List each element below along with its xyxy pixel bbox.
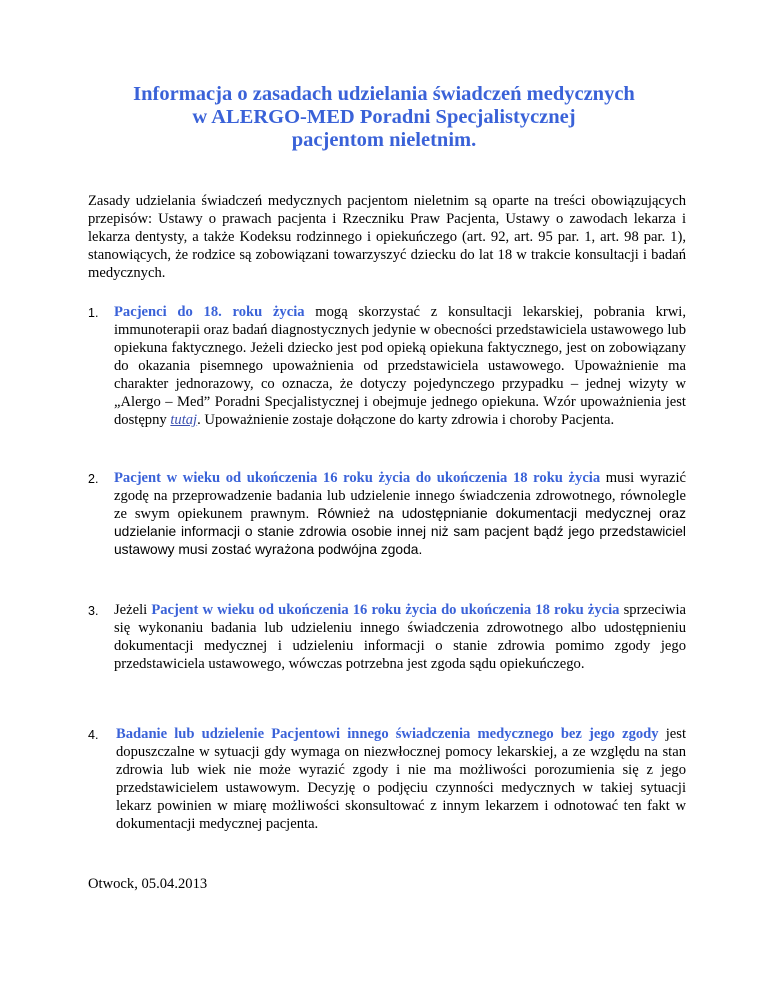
item-text: musi wyrazić zgodę na przeprowadzenie badania lub udzielenie innego świadczenia zdrowotnego, równolegle ze swym opiekunem prawnym bbox=[114, 470, 686, 522]
list-item-body bbox=[114, 601, 686, 673]
title-line-1: Informacja o zasadach udzielania świadczeń medycznych bbox=[133, 83, 635, 105]
item-highlight: Pacjent w wieku od ukończenia 16 roku życia do ukończenia 18 roku życia bbox=[151, 602, 620, 618]
item-highlight: Pacjenci do 18. roku życia bbox=[114, 304, 305, 320]
item-highlight: Badanie lub udzielenie Pacjentowi innego świadczenia medycznego bez jego zgody bbox=[116, 726, 659, 742]
item-highlight: Pacjent w wieku od ukończenia 16 roku życia do ukończenia 18 roku życia bbox=[114, 470, 601, 486]
list-number: 1. bbox=[88, 306, 99, 320]
item-text: mogą skorzystać z konsultacji lekarskiej, pobrania krwi, immunoterapii oraz badań diagnostycznych jedynie w obecności przedstawiciela ustawowego lub opiekuna faktycznego. Jeżeli dziecko jest pod opieką opiekuna faktycznego, jest on zobowiązany do okazania pisemnego upoważnienia od przedstawiciela ustawowego. Upoważnienie ma charakter jednorazowy, co oznacza, że dotyczy pojedynczego przypadku – jednej wizyty w „Alergo – Med” Poradni Specjalistycznej i obejmuje jednego opiekuna. Wzór upoważnienia jest dostępny bbox=[114, 304, 686, 428]
list-number: 2. bbox=[88, 472, 99, 486]
document-title bbox=[80, 83, 688, 152]
list-item-3 bbox=[88, 601, 686, 673]
list-item-4 bbox=[88, 725, 686, 833]
intro-paragraph: Zasady udzielania świadczeń medycznych pacjentom nieletnim są oparte na treści obowiązujących przepisów: Ustawy o prawach pacjenta i Rzeczniku Praw Pacjenta, Ustawy o zawodach lekarza i lekarza dentysty, a także Kodeksu rodzinnego i opiekuńczego (art. 92, art. 95 par. 1, art. 98 par. 1), stanowiących, że rodzice są zobowiązani towarzyszyć dziecku do lat 18 w trakcie konsultacji i badań medycznych. bbox=[88, 193, 686, 281]
title-line-2: w ALERGO-MED Poradni Specjalistycznej bbox=[192, 106, 576, 128]
list-item-body bbox=[116, 725, 686, 833]
item-text-end: . Upoważnienie zostaje dołączone do karty zdrowia i choroby Pacjenta. bbox=[197, 412, 615, 428]
list-number: 4. bbox=[88, 728, 99, 742]
list-item-body bbox=[114, 303, 686, 429]
item-text-sans: . Również na udostępnianie dokumentacji medycznej oraz udzielanie informacji o stanie zdrowia osobie innej niż sam pacjent bądź jego przedstawiciel ustawowy musi zostać wyrażona podwójna zgoda. bbox=[114, 506, 687, 557]
list-item-2 bbox=[88, 469, 686, 559]
title-line-3: pacjentom nieletnim. bbox=[291, 129, 477, 151]
list-number: 3. bbox=[88, 604, 99, 618]
item-text: sprzeciwia się wykonaniu badania lub udzieleniu innego świadczenia zdrowotnego albo udostępnieniu dokumentacji medycznej i udzieleniu informacji o stanie zdrowia pomimo zgody jego przedstawiciela ustawowego, wówczas potrzebna jest zgoda sądu opiekuńczego. bbox=[114, 602, 686, 672]
place-date: Otwock, 05.04.2013 bbox=[88, 876, 208, 892]
list-item-body bbox=[114, 469, 686, 559]
item-prefix: Jeżeli bbox=[114, 602, 152, 618]
authorization-form-link[interactable]: tutaj bbox=[170, 412, 198, 428]
item-text: jest dopuszczalne w sytuacji gdy wymaga on niezwłocznej pomocy lekarskiej, a ze względu na stan zdrowia lub wiek nie może wyrazić zgody i nie ma możliwości porozumienia się z jego przedstawicielem ustawowym. Decyzję o podjęciu czynności medycznych w takiej sytuacji lekarz powinien w miarę możliwości skonsultować z innym lekarzem i odnotować ten fakt w dokumentacji medycznej pacjenta. bbox=[116, 726, 687, 832]
list-item-1 bbox=[88, 303, 686, 429]
